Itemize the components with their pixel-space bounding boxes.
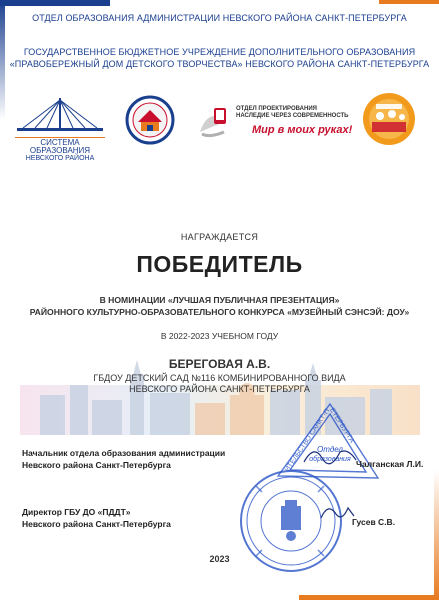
bridge-icon [15, 96, 105, 132]
heritage-line2: НАСЛЕДИЕ ЧЕРЕЗ СОВРЕМЕННОСТЬ [236, 113, 349, 119]
frame-corner-top-left [0, 0, 110, 6]
recipient-name: БЕРЕГОВАЯ А.В. [168, 357, 271, 371]
recipient-org-line1: ГБДОУ ДЕТСКИЙ САД №116 КОМБИНИРОВАННОГО ВИДА [93, 373, 346, 383]
header-line-department: ОТДЕЛ ОБРАЗОВАНИЯ АДМИНИСТРАЦИИ НЕВСКОГО РАЙОНА САНКТ-ПЕТЕРБУРГА [32, 13, 407, 23]
award-title: ПОБЕДИТЕЛЬ [136, 251, 303, 277]
heritage-slogan: Мир в моих руках! [252, 124, 353, 136]
signature-2-title-line2: Невского района Санкт-Петербурга [22, 519, 171, 529]
stamp-center-line1: Отдел [317, 445, 343, 454]
logo-heritage-project [196, 104, 356, 148]
hands-icon [196, 104, 236, 144]
recipient-org-line2: НЕВСКОГО РАЙОНА САНКТ-ПЕТЕРБУРГА [129, 384, 310, 394]
logo-education-system-line1: СИСТЕМА ОБРАЗОВАНИЯ [15, 137, 105, 155]
signature-2-name: Гусев С.В. [352, 517, 396, 527]
frame-corner-top-right [379, 0, 439, 4]
heritage-line1: ОТДЕЛ ПРОЕКТИРОВАНИЯ [236, 106, 317, 112]
footer-year: 2023 [209, 554, 230, 564]
nomination-line2: РАЙОННОГО КУЛЬТУРНО-ОБРАЗОВАТЕЛЬНОГО КОНКУРСА «МУЗЕЙНЫЙ СЭНСЭЙ: ДОУ» [29, 307, 410, 317]
logo-education-system-line2: НЕВСКОГО РАЙОНА [25, 155, 95, 162]
signature-2-title-line1: Директор ГБУ ДО «ПДДТ» [22, 507, 131, 517]
house-emblem-icon [125, 95, 175, 145]
signature-1-title-line1: Начальник отдела образования администрации [22, 448, 226, 458]
frame-edge-right [434, 470, 439, 600]
frame-corner-bottom-right [299, 595, 439, 600]
children-emblem-icon [362, 92, 416, 146]
logo-house-emblem [125, 95, 175, 145]
awarded-label: НАГРАЖДАЕТСЯ [180, 232, 259, 242]
signature-1-name: Чалганская Л.И. [356, 459, 424, 469]
header-line-institution: ГОСУДАРСТВЕННОЕ БЮДЖЕТНОЕ УЧРЕЖДЕНИЕ ДОПОЛНИТЕЛЬНОГО ОБРАЗОВАНИЯ [23, 47, 416, 57]
header-line-institution-name: «ПРАВОБЕРЕЖНЫЙ ДОМ ДЕТСКОГО ТВОРЧЕСТВА» НЕВСКОГО РАЙОНА САНКТ-ПЕТЕРБУРГА [9, 59, 430, 69]
school-year: В 2022-2023 УЧЕБНОМ ГОДУ [160, 331, 279, 341]
nomination-line1: В НОМИНАЦИИ «ЛУЧШАЯ ПУБЛИЧНАЯ ПРЕЗЕНТАЦИЯ» [99, 295, 340, 305]
logo-orange-circle [362, 92, 416, 146]
signature-1-title-line2: Невского района Санкт-Петербурга [22, 460, 171, 470]
logo-education-system [15, 96, 105, 162]
stamp-ring-text: ИТЕЛЬСТВО САНКТ-ПЕТЕРБУРГА [283, 406, 356, 474]
stamp-center-line2: образования [309, 456, 351, 463]
